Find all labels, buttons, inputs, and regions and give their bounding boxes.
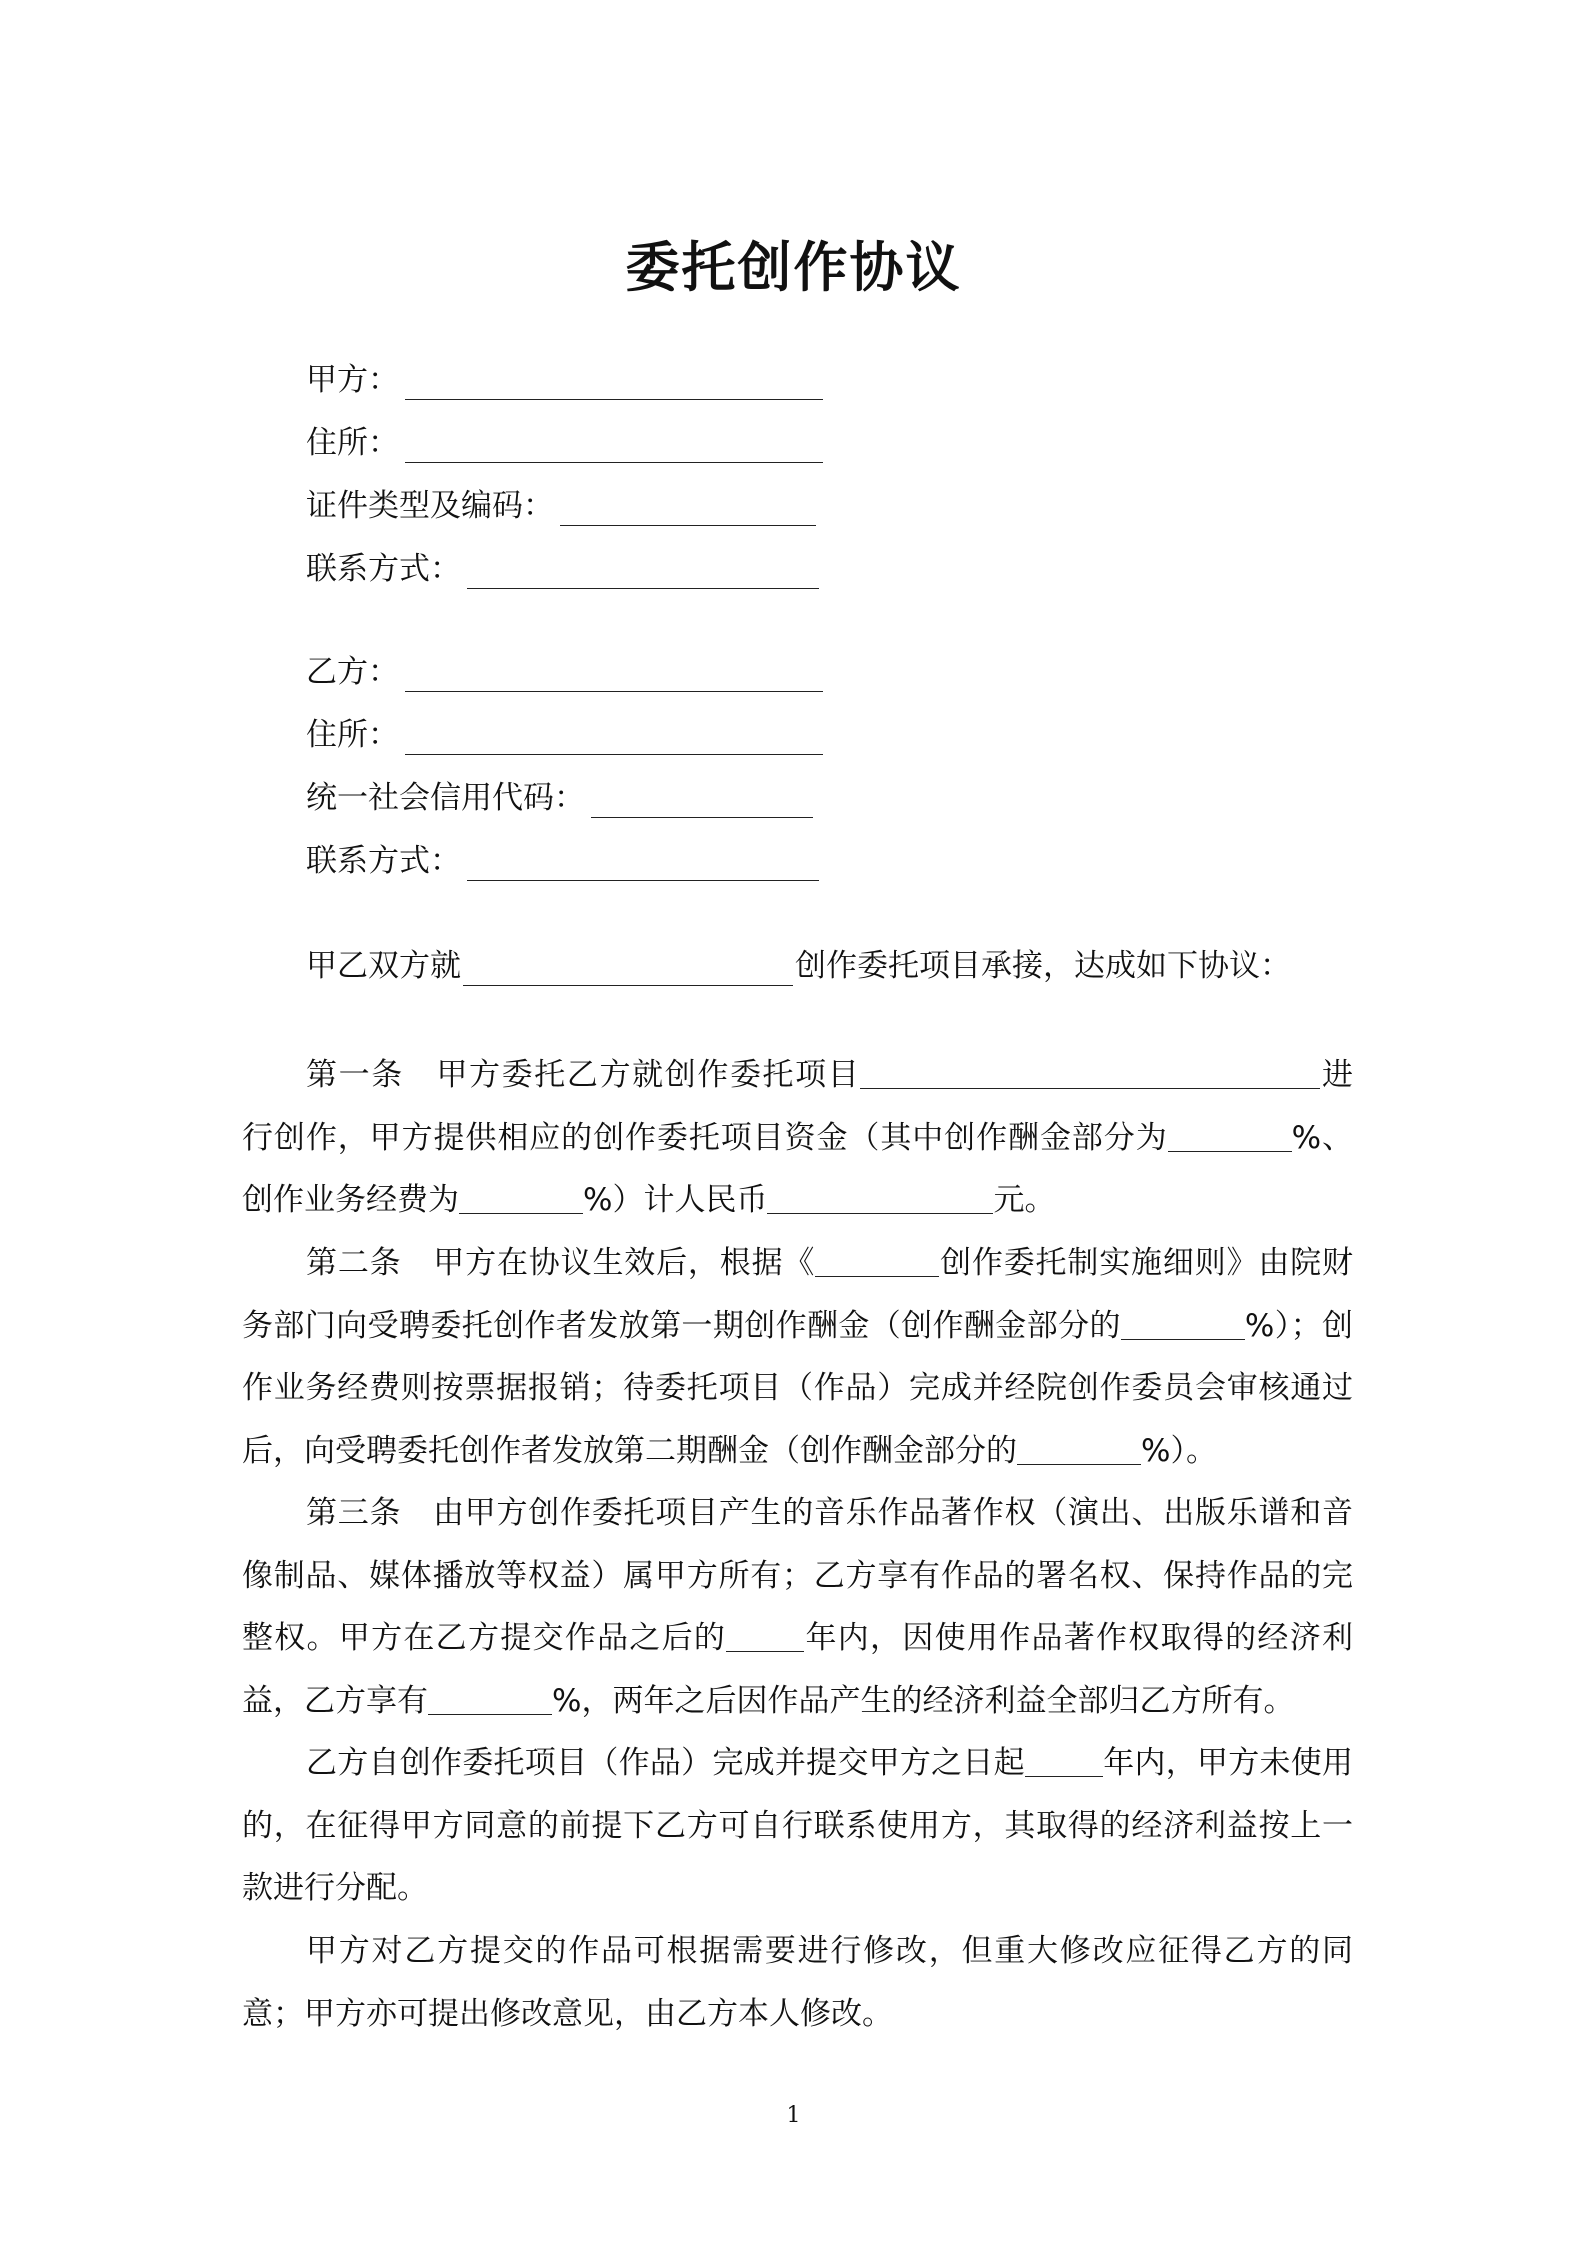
party-a-id-label: 证件类型及编码：: [306, 488, 554, 524]
intro-line: [306, 942, 1291, 986]
party-a-address-line: [306, 419, 823, 463]
usage-paragraph: [242, 1732, 1353, 1920]
article-1-text-2: 进行创作，甲方提供相应的创作委托项目资金（其中创作酬金部分为: [242, 1057, 1354, 1156]
party-a-address-label: 住所：: [306, 425, 399, 461]
party-b-address-label: 住所：: [306, 717, 399, 753]
party-b-address-line: [306, 711, 823, 755]
party-a-name-label: 甲方：: [306, 362, 399, 398]
modification-paragraph: 甲方对乙方提交的作品可根据需要进行修改，但重大修改应征得乙方的同意；甲方亦可提出修改意见，由乙方本人修改。: [242, 1933, 1353, 2032]
article-1-text-3: %、创作业务经费为: [242, 1119, 1353, 1218]
article-1: [242, 1044, 1353, 1232]
article-1-text-5: 元。: [993, 1182, 1056, 1218]
party-b-contact-blank[interactable]: [467, 848, 819, 881]
usage-text-1: 乙方自创作委托项目（作品）完成并提交甲方之日起: [306, 1745, 1025, 1781]
article-1-amount-blank[interactable]: [767, 1183, 993, 1214]
article-2: [242, 1232, 1353, 1482]
article-2-text-3: %）；创作业务经费则按票据报销；待委托项目（作品）完成并经院创作委员会审核通过后，向受聘委托创作者发放第二期酬金（创作酬金部分的: [242, 1307, 1353, 1469]
party-a-id-blank[interactable]: [560, 493, 816, 526]
party-b-credit-code-label: 统一社会信用代码：: [306, 780, 585, 816]
party-b-credit-code-line: [306, 774, 813, 818]
party-a-address-blank[interactable]: [405, 430, 823, 463]
article-3-text-1: 第三条 由甲方创作委托项目产生的音乐作品著作权（演出、出版乐谱和音像制品、媒体播放等权益）属甲方所有；乙方享有作品的署名权、保持作品的完整权。甲方在乙方提交作品之后的: [242, 1495, 1353, 1656]
page-number: 1: [786, 2103, 801, 2128]
party-a-contact-blank[interactable]: [467, 556, 819, 589]
article-3-text-3: %，两年之后因作品产生的经济利益全部归乙方所有。: [552, 1682, 1295, 1719]
article-3-text-2: 年内，因使用作品著作权取得的经济利益，乙方享有: [242, 1620, 1353, 1719]
intro-after: 创作委托项目承接，达成如下协议：: [795, 948, 1291, 984]
party-b-credit-code-blank[interactable]: [591, 785, 813, 818]
party-a-id-line: [306, 482, 816, 526]
article-2-rules-blank[interactable]: [815, 1246, 939, 1277]
party-a-name-line: [306, 356, 823, 400]
party-a-contact-line: [306, 545, 819, 589]
party-b-contact-line: [306, 837, 819, 881]
party-b-name-label: 乙方：: [306, 654, 399, 690]
usage-years-blank[interactable]: [1025, 1746, 1103, 1777]
usage-text-2: 年内，甲方未使用的，在征得甲方同意的前提下乙方可自行联系使用方，其取得的经济利益按上一款进行分配。: [242, 1745, 1354, 1906]
article-1-expense-percent-blank[interactable]: [459, 1183, 583, 1214]
intro-before: 甲乙双方就: [306, 948, 461, 984]
article-1-fee-percent-blank[interactable]: [1168, 1121, 1292, 1152]
article-3-years-blank[interactable]: [726, 1621, 804, 1652]
party-a-contact-label: 联系方式：: [306, 551, 461, 587]
party-b-contact-label: 联系方式：: [306, 843, 461, 879]
article-2-text-1: 第二条 甲方在协议生效后，根据《: [306, 1245, 816, 1281]
article-2-second-payment-blank[interactable]: [1017, 1434, 1141, 1465]
party-b-name-line: [306, 648, 823, 692]
project-name-blank[interactable]: [463, 953, 793, 986]
article-1-text-1: 第一条 甲方委托乙方就创作委托项目: [306, 1057, 861, 1093]
article-3: [242, 1482, 1353, 1732]
party-a-name-blank[interactable]: [405, 367, 823, 400]
article-2-first-payment-blank[interactable]: [1121, 1309, 1245, 1340]
party-b-name-blank[interactable]: [405, 659, 823, 692]
article-1-text-4: %）计人民币: [583, 1182, 768, 1218]
article-2-text-4: %）。: [1141, 1432, 1217, 1469]
party-b-address-blank[interactable]: [405, 722, 823, 755]
article-2-text-2: 创作委托制实施细则》由院财务部门向受聘委托创作者发放第一期创作酬金（创作酬金部分的: [242, 1245, 1354, 1344]
article-1-project-blank[interactable]: [860, 1058, 1320, 1089]
article-3-share-percent-blank[interactable]: [428, 1684, 552, 1715]
document-title: 委托创作协议: [625, 236, 962, 299]
